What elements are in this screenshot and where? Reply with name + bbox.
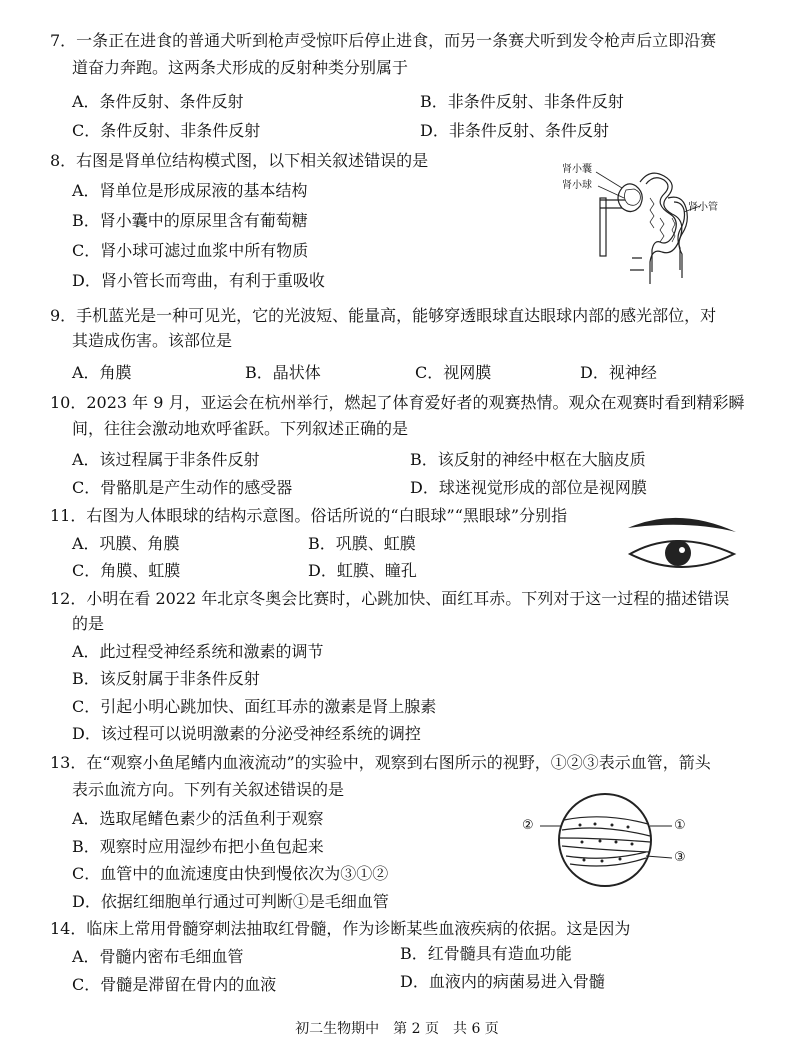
eye-diagram [622,510,742,580]
q10-option-d: D．球迷视觉形成的部位是视网膜 [410,478,647,497]
q12-option-a: A．此过程受神经系统和激素的调节 [72,642,324,661]
q14-stem-line1: 14．临床上常用骨髓穿刺法抽取红骨髓，作为诊断某些血液疾病的依据。这是因为 [50,919,631,938]
q12-stem-line1: 12．小明在看 2022 年北京冬奥会比赛时，心跳加快、面红耳赤。下列对于这一过程的描述错误 [50,589,730,608]
q7-stem-line2: 道奋力奔跑。这两条犬形成的反射种类分别属于 [72,58,409,77]
q11-option-d: D．虹膜、瞳孔 [308,561,417,580]
q8-stem-line1: 8．右图是肾单位结构模式图，以下相关叙述错误的是 [50,151,429,170]
q9-option-d: D．视神经 [580,363,657,382]
q14-option-d: D．血液内的病菌易进入骨髓 [400,972,605,991]
q13-option-a: A．选取尾鳍色素少的活鱼利于观察 [72,809,324,828]
q9-option-c: C．视网膜 [415,363,492,382]
q11-stem-line1: 11．右图为人体眼球的结构示意图。俗话所说的“白眼球”“黑眼球”分别指 [50,506,568,525]
q11-option-c: C．角膜、虹膜 [72,561,181,580]
q7-stem-line1: 7．一条正在进食的普通犬听到枪声受惊吓后停止进食，而另一条赛犬听到发令枪声后立即沿赛 [50,31,717,50]
q12-option-d: D．该过程可以说明激素的分泌受神经系统的调控 [72,724,421,743]
q9-option-a: A．角膜 [72,363,132,382]
q13-option-b: B．观察时应用湿纱布把小鱼包起来 [72,837,324,856]
q11-option-b: B．巩膜、虹膜 [308,534,416,553]
blood-flow-diagram [520,790,695,890]
q14-option-c: C．骨髓是滞留在骨内的血液 [72,975,277,994]
q12-stem-line2: 的是 [72,614,105,633]
kidney-label-glomerulus: 肾小球 [562,180,592,191]
q8-option-a: A．肾单位是形成尿液的基本结构 [72,181,308,200]
kidney-label-capsule: 肾小囊 [562,164,592,175]
q14-option-b: B．红骨髓具有造血功能 [400,944,572,963]
q13-stem-line2: 表示血流方向。下列有关叙述错误的是 [72,780,345,799]
q12-option-c: C．引起小明心跳加快、面红耳赤的激素是肾上腺素 [72,697,437,716]
q12-option-b: B．该反射属于非条件反射 [72,669,260,688]
q9-stem-line1: 9．手机蓝光是一种可见光，它的光波短、能量高，能够穿透眼球直达眼球内部的感光部位，对 [50,306,717,325]
q13-stem-line1: 13．在“观察小鱼尾鳍内血液流动”的实验中，观察到右图所示的视野，①②③表示血管，箭头 [50,753,711,772]
page-footer: 初二生物期中 第 2 页 共 6 页 [295,1021,499,1037]
nephron-diagram [560,158,720,288]
vessel-label-3: ③ [674,850,686,865]
q10-option-c: C．骨骼肌是产生动作的感受器 [72,478,293,497]
vessel-label-2: ② [522,818,534,833]
blood-flow-drawing [520,790,695,890]
q7-option-b: B．非条件反射、非条件反射 [420,92,624,111]
q8-option-c: C．肾小球可滤过血浆中所有物质 [72,241,309,260]
q10-option-a: A．该过程属于非条件反射 [72,450,260,469]
kidney-label-tubule: 肾小管 [688,202,718,213]
q7-option-c: C．条件反射、非条件反射 [72,121,261,140]
q13-option-d: D．依据红细胞单行通过可判断①是毛细血管 [72,892,389,911]
q10-stem-line2: 间，往往会激动地欢呼雀跃。下列叙述正确的是 [72,419,409,438]
q10-stem-line1: 10．2023 年 9 月，亚运会在杭州举行，燃起了体育爱好者的观赛热情。观众在观赛时看到精彩瞬 [50,393,745,412]
q9-option-b: B．晶状体 [245,363,321,382]
q8-option-d: D．肾小管长而弯曲，有利于重吸收 [72,271,325,290]
q13-option-c: C．血管中的血流速度由快到慢依次为③①② [72,864,389,883]
q11-option-a: A．巩膜、角膜 [72,534,180,553]
q14-option-a: A．骨髓内密布毛细血管 [72,947,244,966]
q9-stem-line2: 其造成伤害。该部位是 [72,331,233,350]
q7-option-d: D．非条件反射、条件反射 [420,121,609,140]
vessel-label-1: ① [674,818,686,833]
q10-option-b: B．该反射的神经中枢在大脑皮质 [410,450,646,469]
eye-drawing [622,510,742,580]
q8-option-b: B．肾小囊中的原尿里含有葡萄糖 [72,211,308,230]
q7-option-a: A．条件反射、条件反射 [72,92,244,111]
